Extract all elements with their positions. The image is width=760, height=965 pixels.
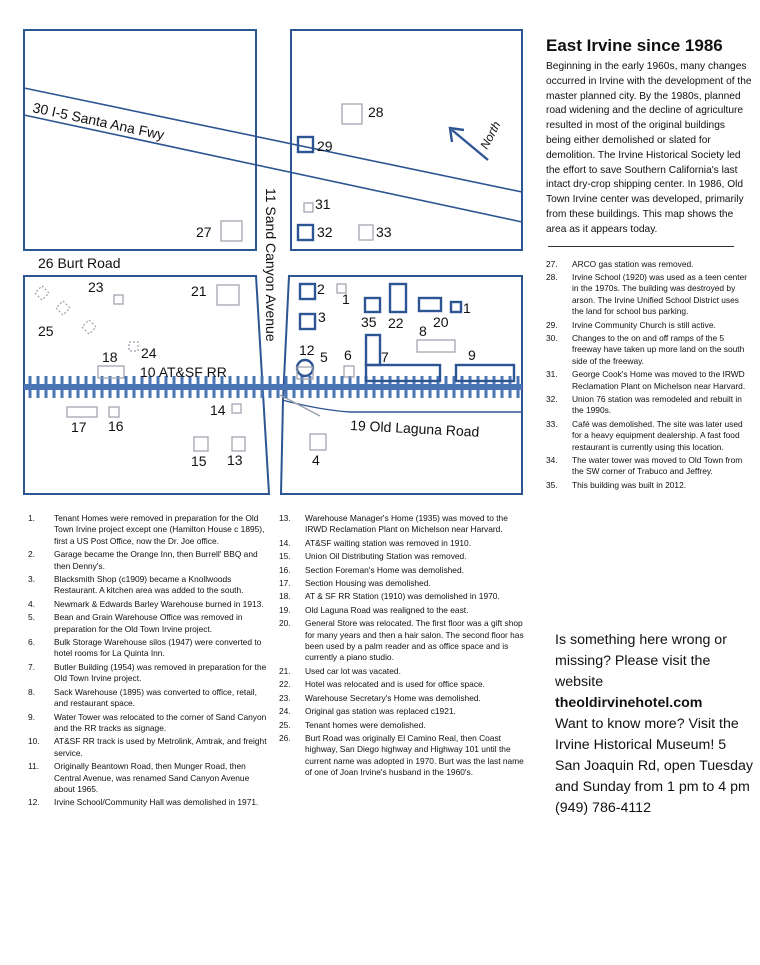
legend-item bbox=[28, 612, 268, 635]
label-31: 31 bbox=[315, 196, 331, 212]
legend-item bbox=[279, 679, 531, 690]
label-35: 35 bbox=[361, 314, 377, 330]
legend-text: Irvine School (1920) was used as a teen center in the 1970s. The building was destroyed by arson. The Irvine Unified School District uses the land for school bus parking. bbox=[572, 271, 748, 317]
label-32: 32 bbox=[317, 224, 333, 240]
legend-number: 31. bbox=[546, 369, 558, 380]
legend-middle bbox=[279, 513, 531, 781]
legend-item bbox=[546, 272, 752, 318]
building-22 bbox=[390, 284, 406, 312]
building-32 bbox=[298, 225, 313, 240]
legend-text: Old Laguna Road was realigned to the east. bbox=[305, 604, 469, 615]
legend-text: Section Foreman's Home was demolished. bbox=[305, 564, 464, 575]
railroad bbox=[24, 376, 522, 398]
legend-number: 4. bbox=[28, 598, 35, 609]
legend-text: Butler Building (1954) was removed in preparation for the Old Town Irvine project. bbox=[54, 661, 267, 684]
legend-number: 15. bbox=[279, 551, 291, 562]
burt-road-label: 26 Burt Road bbox=[38, 255, 121, 271]
label-13: 13 bbox=[227, 452, 243, 468]
legend-number: 3. bbox=[28, 574, 35, 585]
legend-text: Union Oil Distributing Station was removed. bbox=[305, 551, 467, 562]
label-15: 15 bbox=[191, 453, 207, 469]
legend-number: 33. bbox=[546, 418, 558, 429]
label-18: 18 bbox=[102, 349, 118, 365]
legend-item bbox=[279, 733, 531, 779]
legend-number: 7. bbox=[28, 661, 35, 672]
legend-text: Section Housing was demolished. bbox=[305, 578, 431, 589]
legend-number: 13. bbox=[279, 513, 291, 523]
label-7: 8 bbox=[419, 323, 427, 339]
building-17 bbox=[67, 407, 97, 417]
label-33: 33 bbox=[376, 224, 392, 240]
building-15 bbox=[194, 437, 208, 451]
legend-number: 23. bbox=[279, 692, 291, 703]
legend-text: Café was demolished. The site was later used for a heavy equipment dealership. A fast food restaurant is currently using this location. bbox=[572, 418, 743, 452]
building-16 bbox=[109, 407, 119, 417]
legend-text: Tenant homes were demolished. bbox=[305, 719, 426, 730]
label-14: 14 bbox=[210, 402, 226, 418]
label-6: 7 bbox=[381, 349, 389, 365]
legend-text: Irvine Community Church is still active. bbox=[572, 319, 716, 330]
legend-text: Warehouse Manager's Home (1935) was moved to the IRWD Reclamation Plant on Michelson near Harvard. bbox=[305, 513, 508, 535]
legend-number: 8. bbox=[28, 686, 35, 697]
label-16: 16 bbox=[108, 418, 124, 434]
website-link[interactable]: theoldirvinehotel.com bbox=[555, 695, 703, 711]
legend-number: 34. bbox=[546, 455, 558, 466]
legend-number: 9. bbox=[28, 711, 35, 722]
legend-number: 5. bbox=[28, 612, 35, 623]
building-28 bbox=[342, 104, 362, 124]
legend-item bbox=[279, 618, 531, 664]
legend-number: 27. bbox=[546, 258, 558, 269]
legend-text: AT&SF waiting station was removed in 1910. bbox=[305, 537, 472, 548]
legend-item bbox=[279, 578, 531, 589]
legend-item bbox=[279, 513, 531, 536]
building-35 bbox=[365, 298, 380, 312]
legend-number: 2. bbox=[28, 549, 35, 560]
legend-item bbox=[279, 693, 531, 704]
legend-number: 24. bbox=[279, 706, 291, 717]
legend-item bbox=[546, 369, 752, 392]
label-5: 6 bbox=[344, 347, 352, 363]
legend-item bbox=[28, 712, 268, 735]
legend-item bbox=[546, 419, 752, 453]
legend-number: 32. bbox=[546, 394, 558, 405]
label-23: 23 bbox=[88, 279, 104, 295]
contact-line-2: Want to know more? Visit the Irvine Historical Museum! 5 San Joaquin Rd, open Tuesday and Sunday from 1 pm to 4 pm (949) 786-4112 bbox=[555, 716, 753, 816]
legend-text: Original gas station was replaced c1921. bbox=[305, 706, 456, 717]
legend-number: 6. bbox=[28, 637, 35, 648]
legend-item bbox=[28, 637, 268, 660]
legend-item bbox=[279, 720, 531, 731]
label-17: 17 bbox=[71, 419, 87, 435]
building-25b bbox=[56, 301, 70, 315]
legend-number: 11. bbox=[28, 761, 40, 772]
divider bbox=[548, 246, 734, 247]
legend-item bbox=[546, 394, 752, 417]
label-29: 29 bbox=[317, 138, 333, 154]
label-4: 5 bbox=[320, 349, 328, 365]
label-22: 22 bbox=[388, 315, 404, 331]
page-title: East Irvine since 1986 bbox=[546, 36, 723, 55]
legend-text: Sack Warehouse (1895) was converted to office, retail, and restaurant space. bbox=[54, 686, 257, 709]
building-6 bbox=[366, 335, 380, 365]
legend-number: 17. bbox=[279, 578, 291, 589]
legend-item bbox=[279, 605, 531, 616]
legend-number: 14. bbox=[279, 537, 291, 548]
legend-number: 21. bbox=[279, 665, 291, 676]
building-13 bbox=[232, 437, 245, 451]
legend-item bbox=[28, 662, 268, 685]
old-laguna-road-old-line bbox=[280, 395, 320, 416]
building-1b bbox=[451, 302, 461, 312]
legend-item bbox=[546, 320, 752, 331]
legend-number: 35. bbox=[546, 479, 558, 490]
north-label: North bbox=[477, 118, 504, 152]
legend-text: Union 76 station was remodeled and rebuilt in the 1990s. bbox=[572, 394, 742, 416]
building-25c bbox=[82, 320, 96, 334]
legend-text: Bean and Grain Warehouse Office was removed in preparation for the Old Town Irvine project. bbox=[54, 612, 243, 634]
building-20 bbox=[419, 298, 441, 311]
intro-text: Beginning in the early 1960s, many changes occurred in Irvine with the development of the master planned city. By the 1980s, planned road widening and the decline of agriculture resulted in most of the original buildings being either demolished or slated for demolition. The Irvine Historical Society led the effort to save Southern California's last intact dry-crop shipping center. In 1986, Old Town Irvine center was developed, primarily from these buildings. This map shows the area as it appears today. bbox=[546, 61, 752, 235]
label-1b: 1 bbox=[463, 300, 471, 316]
legend-number: 12. bbox=[28, 797, 40, 808]
legend-text: Irvine School/Community Hall was demolished in 1971. bbox=[54, 797, 259, 808]
legend-text: General Store was relocated. The first floor was a gift shop for many years and then a hair salon. The second floor has been used by a palm reader and as office space and is currently a piano studio. bbox=[305, 618, 524, 663]
label-24: 24 bbox=[141, 345, 157, 361]
label-25: 25 bbox=[38, 323, 54, 339]
legend-text: Water Tower was relocated to the corner of Sand Canyon and the RR tracks as signage. bbox=[54, 711, 267, 733]
label-20: 20 bbox=[433, 314, 449, 330]
sand-canyon-label: 11 Sand Canyon Avenue bbox=[263, 188, 279, 342]
map bbox=[0, 0, 540, 500]
legend-number: 19. bbox=[279, 604, 291, 615]
legend-text: Used car lot was vacated. bbox=[305, 665, 401, 676]
legend-item bbox=[28, 513, 268, 547]
legend-text: This building was built in 2012. bbox=[572, 479, 687, 490]
legend-left bbox=[28, 513, 268, 811]
old-laguna-road-line bbox=[282, 400, 522, 412]
legend-text: Newmark & Edwards Barley Warehouse burned in 1913. bbox=[54, 598, 264, 609]
legend-text: Originally Beantown Road, then Munger Road, then Central Avenue, was renamed Sand Canyon Avenue about 1965. bbox=[54, 761, 250, 794]
building-3 bbox=[300, 314, 315, 329]
legend-text: Bulk Storage Warehouse silos (1947) were converted to hotel rooms for La Quinta Inn. bbox=[54, 637, 262, 659]
legend-number: 28. bbox=[546, 271, 558, 282]
building-5 bbox=[344, 366, 354, 377]
legend-item bbox=[546, 259, 752, 270]
building-21 bbox=[217, 285, 239, 305]
legend-text: ARCO gas station was removed. bbox=[572, 258, 694, 269]
legend-item bbox=[279, 565, 531, 576]
legend-item bbox=[546, 455, 752, 478]
building-27 bbox=[221, 221, 242, 241]
label-28: 28 bbox=[368, 104, 384, 120]
label-1a: 1 bbox=[342, 291, 350, 307]
legend-item bbox=[279, 591, 531, 602]
legend-text: George Cook's Home was moved to the IRWD Reclamation Plant on Michelson near Harvard. bbox=[572, 369, 746, 391]
legend-text: Tenant Homes were removed in preparation for the Old Town Irvine project except one (Hamilton House c 1895), first a US Post Office, now the Dr. Joe office. bbox=[54, 513, 265, 546]
legend-item bbox=[279, 551, 531, 562]
legend-item bbox=[28, 797, 268, 808]
label-9: 12 bbox=[299, 342, 315, 358]
legend-item bbox=[279, 538, 531, 549]
legend-text: Hotel was relocated and is used for office space. bbox=[305, 679, 486, 690]
legend-item bbox=[279, 706, 531, 717]
building-12 bbox=[310, 434, 326, 450]
building-14 bbox=[232, 404, 241, 413]
legend-right bbox=[546, 259, 752, 492]
legend-text: Changes to the on and off ramps of the 5 freeway have taken up more land on the south side of the freeway. bbox=[572, 333, 745, 366]
legend-number: 1. bbox=[28, 513, 35, 523]
building-23 bbox=[114, 295, 123, 304]
legend-item bbox=[28, 687, 268, 710]
contact-line-1: Is something here wrong or missing? Please visit the website bbox=[555, 632, 727, 690]
legend-number: 16. bbox=[279, 564, 291, 575]
legend-number: 26. bbox=[279, 732, 291, 743]
legend-text: AT & SF RR Station (1910) was demolished in 1970. bbox=[305, 591, 500, 602]
contact-block bbox=[555, 630, 755, 819]
building-2 bbox=[300, 284, 315, 299]
legend-number: 10. bbox=[28, 736, 40, 747]
rr-label: 10 AT&SF RR bbox=[140, 364, 227, 380]
label-27: 27 bbox=[196, 224, 212, 240]
legend-item bbox=[28, 549, 268, 572]
label-3: 3 bbox=[318, 309, 326, 325]
legend-item bbox=[28, 736, 268, 759]
legend-number: 30. bbox=[546, 333, 558, 343]
legend-number: 18. bbox=[279, 591, 291, 602]
freeway-edge-top bbox=[24, 88, 522, 192]
label-12: 4 bbox=[312, 452, 320, 468]
legend-number: 20. bbox=[279, 618, 291, 629]
building-33 bbox=[359, 225, 373, 240]
legend-number: 22. bbox=[279, 679, 291, 690]
building-9 bbox=[297, 360, 313, 376]
legend-number: 25. bbox=[279, 719, 291, 730]
legend-number: 29. bbox=[546, 319, 558, 330]
legend-text: Warehouse Secretary's Home was demolished. bbox=[305, 692, 481, 703]
old-laguna-road-label: 19 Old Laguna Road bbox=[349, 417, 480, 440]
legend-item bbox=[28, 599, 268, 610]
legend-text: Garage became the Orange Inn, then Burrell' BBQ and then Denny's. bbox=[54, 549, 258, 571]
building-24 bbox=[129, 342, 138, 351]
building-29 bbox=[298, 137, 313, 152]
legend-text: AT&SF RR track is used by Metrolink, Amtrak, and freight service. bbox=[54, 736, 267, 758]
building-25a bbox=[35, 286, 49, 300]
label-21: 21 bbox=[191, 283, 207, 299]
legend-item bbox=[546, 480, 752, 491]
building-31 bbox=[304, 203, 313, 212]
legend-item bbox=[546, 333, 752, 367]
right-column bbox=[546, 36, 752, 493]
freeway-label: 30 I-5 Santa Ana Fwy bbox=[31, 99, 166, 143]
legend-item bbox=[279, 666, 531, 677]
building-7 bbox=[417, 340, 455, 352]
legend-text: Burt Road was originally El Camino Real, then Coast highway, San Diego highway and Highway 101 until the current name was adopted in 1970. Burt was the last name of one of Joan Irvine's husband in the 1960's. bbox=[305, 732, 524, 778]
legend-item bbox=[28, 761, 268, 795]
legend-text: The water tower was moved to Old Town from the SW corner of Trabuco and Jeffrey. bbox=[572, 455, 743, 477]
label-2: 2 bbox=[317, 281, 325, 297]
legend-text: Blacksmith Shop (c1909) became a Knollwoods Restaurant. A kitchen area was added to the south. bbox=[54, 574, 244, 596]
label-8: 9 bbox=[468, 347, 476, 363]
legend-item bbox=[28, 574, 268, 597]
